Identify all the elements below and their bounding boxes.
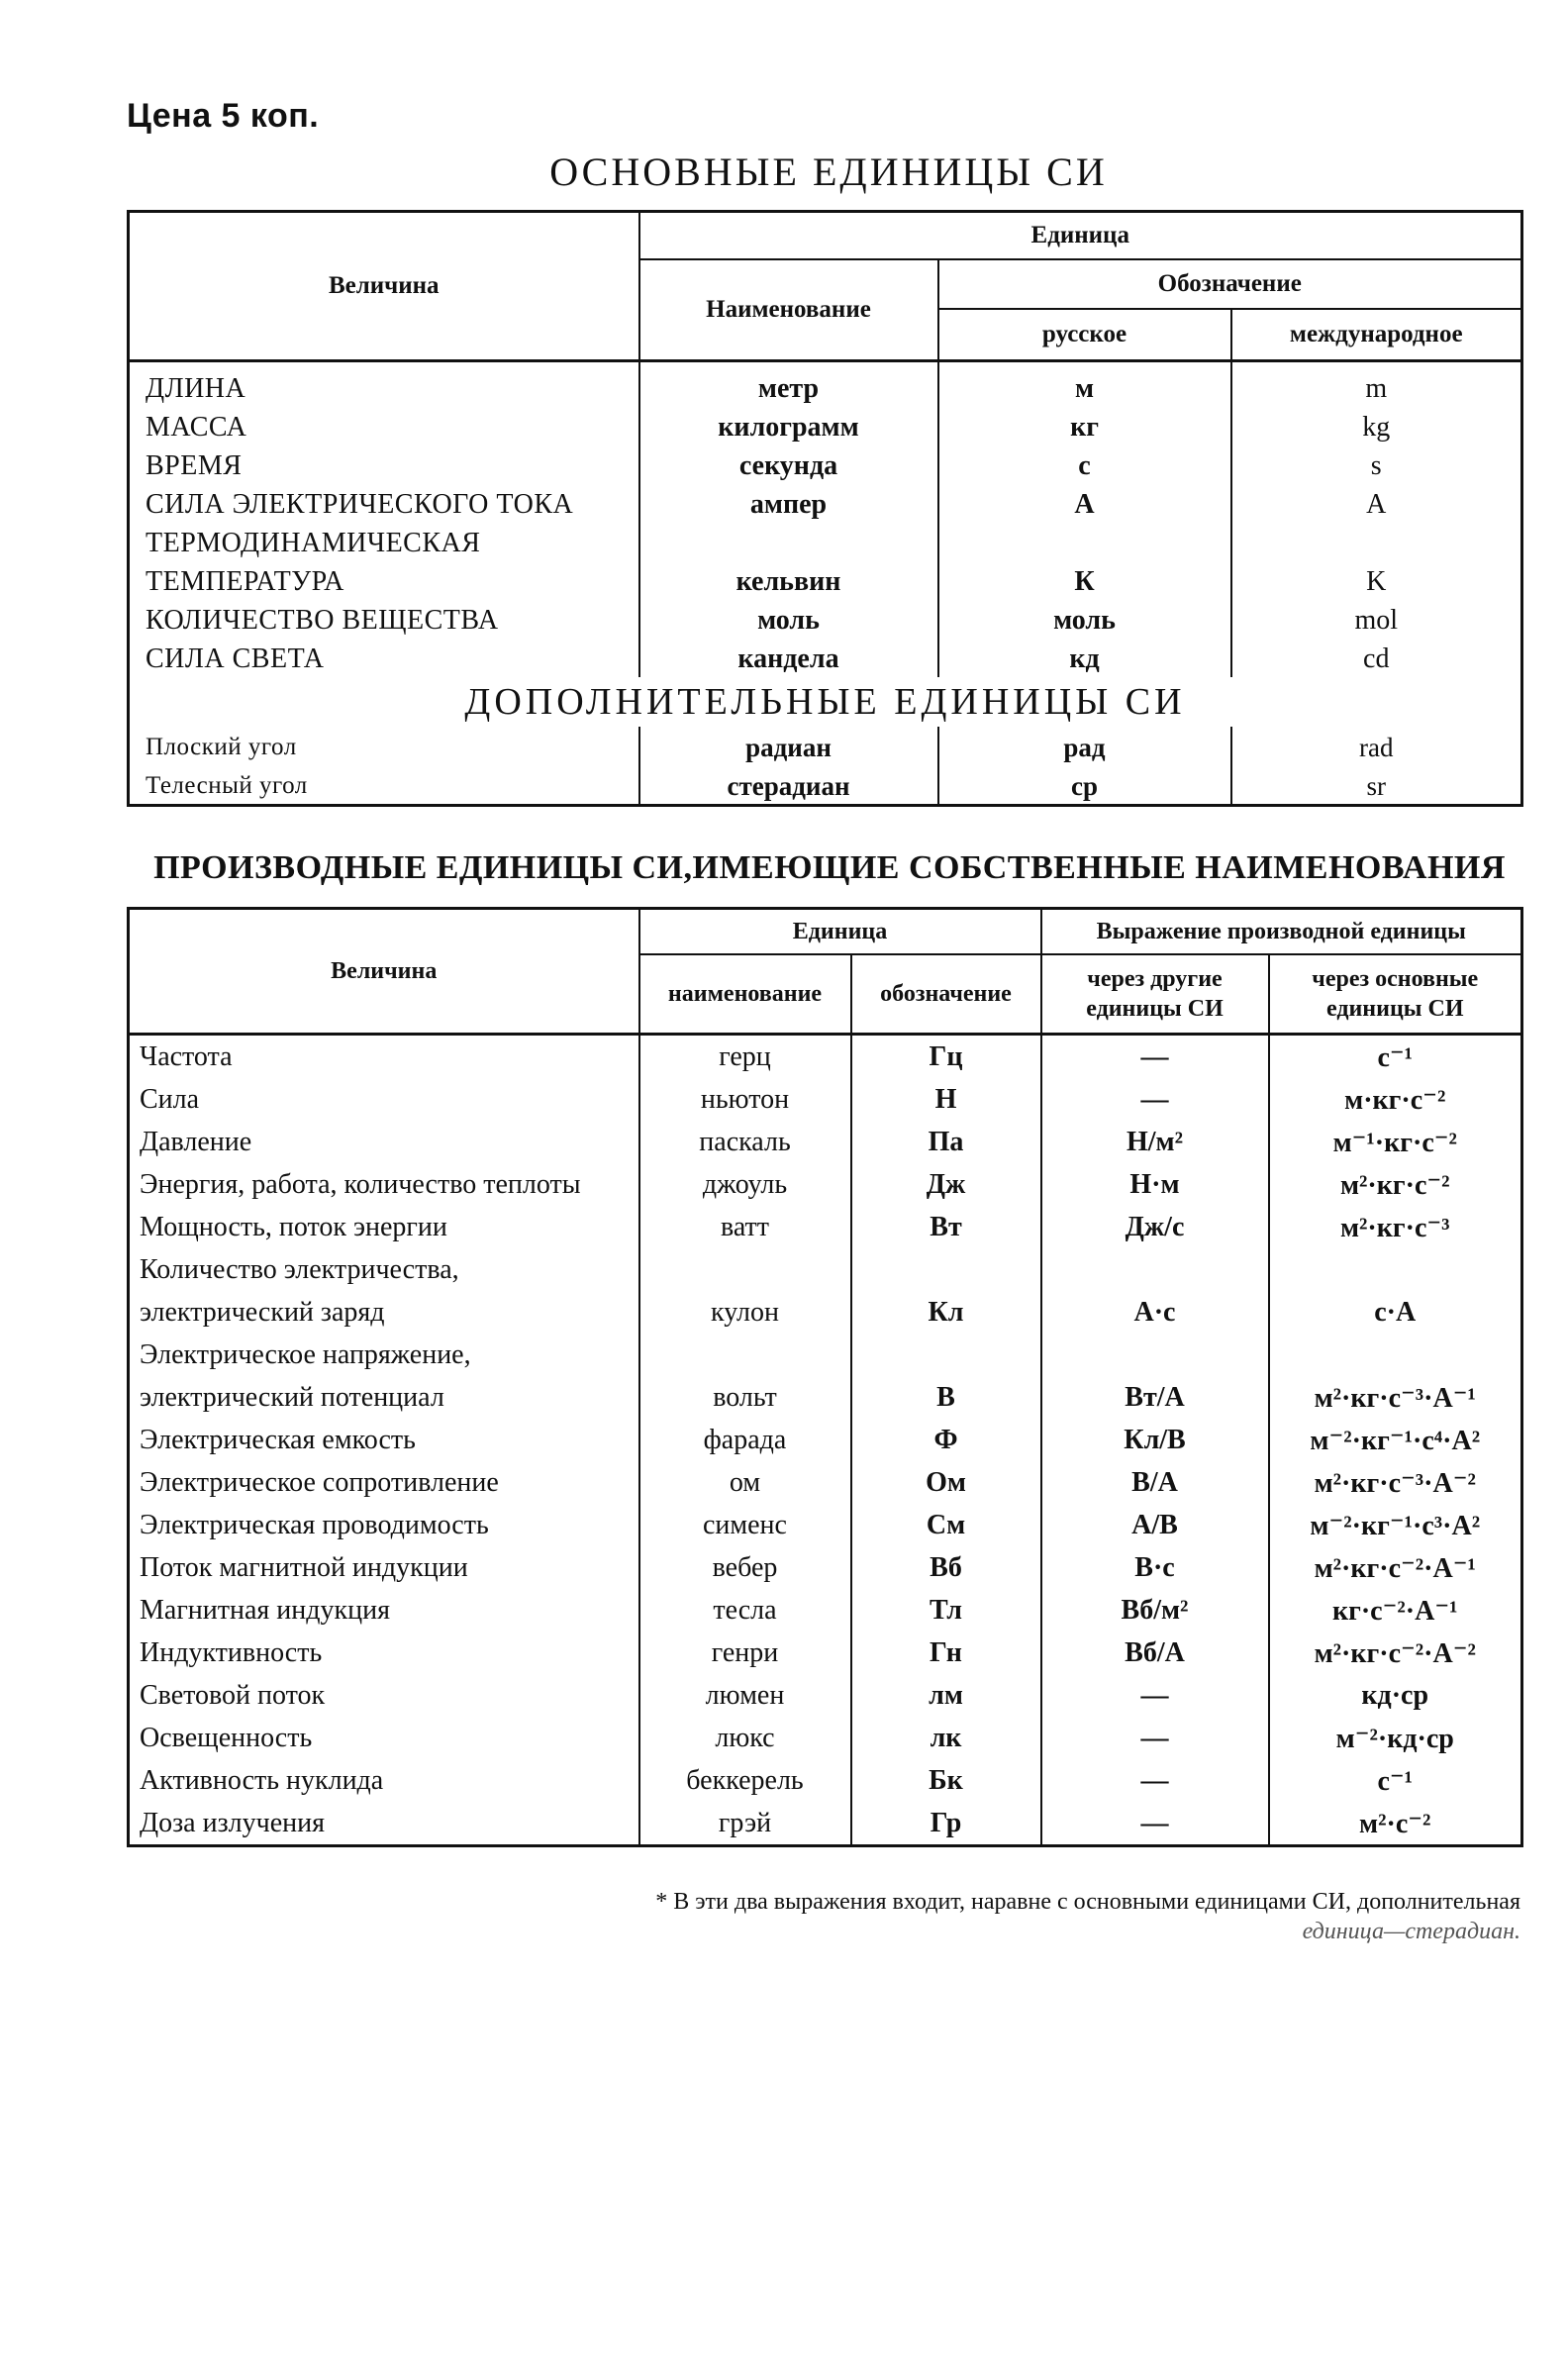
unit-name-cell: [639, 523, 938, 561]
unit-symbol-cell: Ф: [851, 1419, 1041, 1461]
unit-symbol-cell: См: [851, 1504, 1041, 1546]
table-row: [129, 765, 1522, 806]
via-other-cell: Н/м²: [1041, 1121, 1269, 1163]
via-other-cell: Вб/А: [1041, 1632, 1269, 1674]
header-quantity: Величина: [129, 909, 639, 1035]
via-base-cell: м²·с⁻²: [1359, 1808, 1431, 1839]
footnote: [317, 1887, 1520, 1946]
international-symbol-cell: rad: [1359, 732, 1394, 762]
unit-name-cell: тесла: [639, 1589, 851, 1632]
unit-name-cell: джоуль: [639, 1163, 851, 1206]
unit-symbol-cell: лк: [851, 1717, 1041, 1759]
unit-name-cell: [639, 1334, 851, 1376]
table-row: [129, 1121, 1522, 1163]
table-row: [129, 1078, 1522, 1121]
via-base-cell: м⁻²·кг⁻¹·с⁴·А²: [1310, 1425, 1481, 1456]
russian-symbol-cell: кг: [938, 407, 1231, 445]
base-units-table: [127, 210, 1523, 807]
header-via-other: через другие единицы СИ: [1041, 954, 1269, 1035]
via-base-cell: м²·кг·с⁻³·А⁻¹: [1314, 1382, 1476, 1414]
header-expression: Выражение производной единицы: [1041, 909, 1522, 955]
via-other-cell: Вт/А: [1041, 1376, 1269, 1419]
international-symbol-cell: mol: [1354, 604, 1399, 636]
via-other-cell: А·с: [1041, 1291, 1269, 1334]
quantity-cell: Световой поток: [129, 1674, 639, 1717]
base-units-title: ОСНОВНЫЕ ЕДИНИЦЫ СИ: [549, 149, 1108, 194]
derived-units-body: [129, 1035, 1522, 1846]
unit-name-cell: вольт: [639, 1376, 851, 1419]
header-unit: Единица: [639, 212, 1522, 260]
via-base-cell: кд·ср: [1361, 1679, 1429, 1711]
unit-name-cell: стерадиан: [639, 765, 938, 806]
table-row: [129, 1206, 1522, 1248]
table-row: [129, 727, 1522, 765]
via-base-cell: с·А: [1374, 1296, 1417, 1328]
footnote-line1: * В эти два выражения входит, наравне с основными единицами СИ, дополнительная: [655, 1889, 1520, 1915]
unit-symbol-cell: Вб: [851, 1546, 1041, 1589]
table-row: [129, 1248, 1522, 1291]
via-other-cell: В/А: [1041, 1461, 1269, 1504]
header-symbol: Обозначение: [938, 259, 1522, 309]
quantity-cell: ТЕМПЕРАТУРА: [129, 561, 639, 600]
quantity-cell: ВРЕМЯ: [129, 445, 639, 484]
table-row: [129, 1163, 1522, 1206]
quantity-cell: Магнитная индукция: [129, 1589, 639, 1632]
via-base-cell: кг·с⁻²·А⁻¹: [1331, 1595, 1458, 1627]
table-row: [129, 561, 1522, 600]
quantity-cell: СИЛА ЭЛЕКТРИЧЕСКОГО ТОКА: [129, 484, 639, 523]
table-row: [129, 1376, 1522, 1419]
unit-name-cell: кельвин: [639, 561, 938, 600]
table-row: [129, 639, 1522, 677]
via-base-cell: м²·кг·с⁻²: [1339, 1169, 1450, 1201]
unit-name-cell: вебер: [639, 1546, 851, 1589]
russian-symbol-cell: м: [938, 361, 1231, 407]
international-symbol-cell: s: [1370, 449, 1382, 481]
unit-name-cell: люмен: [639, 1674, 851, 1717]
via-other-cell: А/В: [1041, 1504, 1269, 1546]
quantity-cell: Электрическое напряжение,: [129, 1334, 639, 1376]
russian-symbol-cell: К: [938, 561, 1231, 600]
price-label: Цена 5 коп.: [127, 97, 320, 135]
header-unit: Единица: [639, 909, 1041, 955]
via-base-cell: м⁻²·кд·ср: [1335, 1723, 1454, 1754]
table-row: [129, 1674, 1522, 1717]
table-row: [129, 1035, 1522, 1079]
unit-name-cell: люкс: [639, 1717, 851, 1759]
quantity-cell: ТЕРМОДИНАМИЧЕСКАЯ: [129, 523, 639, 561]
unit-symbol-cell: В: [851, 1376, 1041, 1419]
header-international: международное: [1231, 309, 1522, 361]
unit-symbol-cell: Тл: [851, 1589, 1041, 1632]
via-other-cell: —: [1041, 1035, 1269, 1079]
unit-name-cell: сименс: [639, 1504, 851, 1546]
table-row: [129, 1291, 1522, 1334]
international-symbol-cell: m: [1365, 372, 1388, 404]
quantity-cell: Мощность, поток энергии: [129, 1206, 639, 1248]
unit-symbol-cell: лм: [851, 1674, 1041, 1717]
quantity-cell: Частота: [129, 1035, 639, 1079]
table-row: [129, 523, 1522, 561]
via-other-cell: —: [1041, 1759, 1269, 1802]
unit-name-cell: кандела: [639, 639, 938, 677]
unit-name-cell: метр: [639, 361, 938, 407]
quantity-cell: Электрическая емкость: [129, 1419, 639, 1461]
quantity-cell: Энергия, работа, количество теплоты: [129, 1163, 639, 1206]
unit-symbol-cell: Дж: [851, 1163, 1041, 1206]
quantity-cell: Освещенность: [129, 1717, 639, 1759]
unit-symbol-cell: Ом: [851, 1461, 1041, 1504]
via-other-cell: Н·м: [1041, 1163, 1269, 1206]
unit-name-cell: ватт: [639, 1206, 851, 1248]
table-row: [129, 600, 1522, 639]
russian-symbol-cell: рад: [938, 727, 1231, 765]
quantity-cell: ДЛИНА: [129, 361, 639, 407]
unit-name-cell: [639, 1248, 851, 1291]
quantity-cell: Индуктивность: [129, 1632, 639, 1674]
quantity-cell: электрический потенциал: [129, 1376, 639, 1419]
unit-name-cell: ньютон: [639, 1078, 851, 1121]
unit-symbol-cell: [851, 1248, 1041, 1291]
via-base-cell: м⁻¹·кг·с⁻²: [1332, 1127, 1457, 1158]
header-name: Наименование: [639, 259, 938, 361]
derived-units-title: ПРОИЗВОДНЫЕ ЕДИНИЦЫ СИ,ИМЕЮЩИЕ СОБСТВЕННЫЕ НАИМЕНОВАНИЯ: [153, 849, 1506, 886]
unit-name-cell: фарада: [639, 1419, 851, 1461]
unit-symbol-cell: Кл: [851, 1291, 1041, 1334]
international-symbol-cell: [1231, 523, 1522, 561]
via-base-cell: с⁻¹: [1377, 1765, 1414, 1797]
table-row: [129, 1334, 1522, 1376]
quantity-cell: Поток магнитной индукции: [129, 1546, 639, 1589]
unit-name-cell: секунда: [639, 445, 938, 484]
unit-name-cell: беккерель: [639, 1759, 851, 1802]
table-row: [129, 361, 1522, 407]
quantity-cell: Телесный угол: [129, 765, 639, 806]
unit-name-cell: моль: [639, 600, 938, 639]
header-name: наименование: [639, 954, 851, 1035]
unit-symbol-cell: Бк: [851, 1759, 1041, 1802]
unit-symbol-cell: Вт: [851, 1206, 1041, 1248]
quantity-cell: Сила: [129, 1078, 639, 1121]
table-row: [129, 1589, 1522, 1632]
unit-symbol-cell: Па: [851, 1121, 1041, 1163]
via-base-cell: [1269, 1334, 1522, 1376]
header-russian: русское: [938, 309, 1231, 361]
quantity-cell: Электрическое сопротивление: [129, 1461, 639, 1504]
russian-symbol-cell: моль: [938, 600, 1231, 639]
quantity-cell: Электрическая проводимость: [129, 1504, 639, 1546]
via-base-cell: с⁻¹: [1377, 1041, 1414, 1073]
derived-units-table: [127, 907, 1523, 1847]
unit-name-cell: радиан: [639, 727, 938, 765]
via-base-cell: м·кг·с⁻²: [1344, 1084, 1446, 1116]
unit-symbol-cell: Гн: [851, 1632, 1041, 1674]
via-base-cell: м²·кг·с⁻²·А⁻¹: [1314, 1552, 1476, 1584]
russian-symbol-cell: кд: [938, 639, 1231, 677]
via-other-cell: Вб/м²: [1041, 1589, 1269, 1632]
supplementary-title: ДОПОЛНИТЕЛЬНЫЕ ЕДИНИЦЫ СИ: [464, 680, 1186, 723]
table-row: [129, 445, 1522, 484]
unit-name-cell: генри: [639, 1632, 851, 1674]
unit-name-cell: грэй: [639, 1802, 851, 1846]
table-row: [129, 1802, 1522, 1846]
quantity-cell: Активность нуклида: [129, 1759, 639, 1802]
unit-symbol-cell: Гр: [851, 1802, 1041, 1846]
quantity-cell: Давление: [129, 1121, 639, 1163]
table-row: [129, 407, 1522, 445]
quantity-cell: МАССА: [129, 407, 639, 445]
quantity-cell: электрический заряд: [129, 1291, 639, 1334]
international-symbol-cell: K: [1366, 565, 1387, 597]
via-other-cell: [1041, 1248, 1269, 1291]
footnote-line2: единица—стерадиан.: [1302, 1919, 1520, 1944]
table-row: [129, 1504, 1522, 1546]
table-row: [129, 1632, 1522, 1674]
russian-symbol-cell: ср: [938, 765, 1231, 806]
via-base-cell: м²·кг·с⁻²·А⁻²: [1314, 1637, 1476, 1669]
russian-symbol-cell: [938, 523, 1231, 561]
table-row: [129, 1717, 1522, 1759]
via-base-cell: м⁻²·кг⁻¹·с³·А²: [1310, 1510, 1481, 1541]
header-symbol: обозначение: [851, 954, 1041, 1035]
supplementary-body: [129, 727, 1522, 806]
international-symbol-cell: sr: [1366, 770, 1386, 801]
base-units-body: [129, 361, 1522, 677]
via-other-cell: —: [1041, 1717, 1269, 1759]
unit-name-cell: ампер: [639, 484, 938, 523]
table-row: [129, 1461, 1522, 1504]
international-symbol-cell: kg: [1362, 411, 1391, 443]
quantity-cell: КОЛИЧЕСТВО ВЕЩЕСТВА: [129, 600, 639, 639]
russian-symbol-cell: А: [938, 484, 1231, 523]
via-other-cell: —: [1041, 1802, 1269, 1846]
header-via-base: через основные единицы СИ: [1269, 954, 1522, 1035]
russian-symbol-cell: с: [938, 445, 1231, 484]
via-other-cell: —: [1041, 1674, 1269, 1717]
unit-name-cell: паскаль: [639, 1121, 851, 1163]
unit-name-cell: ом: [639, 1461, 851, 1504]
quantity-cell: Плоский угол: [129, 727, 639, 765]
via-other-cell: [1041, 1334, 1269, 1376]
via-other-cell: —: [1041, 1078, 1269, 1121]
via-other-cell: В·с: [1041, 1546, 1269, 1589]
via-base-cell: [1269, 1248, 1522, 1291]
header-quantity: Величина: [129, 212, 639, 361]
unit-name-cell: килограмм: [639, 407, 938, 445]
unit-symbol-cell: [851, 1334, 1041, 1376]
unit-name-cell: кулон: [639, 1291, 851, 1334]
unit-symbol-cell: Гц: [851, 1035, 1041, 1079]
international-symbol-cell: cd: [1363, 643, 1390, 674]
via-base-cell: м²·кг·с⁻³·А⁻²: [1314, 1467, 1476, 1499]
via-base-cell: м²·кг·с⁻³: [1339, 1212, 1450, 1243]
via-other-cell: Дж/с: [1041, 1206, 1269, 1248]
unit-name-cell: герц: [639, 1035, 851, 1079]
table-row: [129, 1546, 1522, 1589]
table-row: [129, 1759, 1522, 1802]
via-other-cell: Кл/В: [1041, 1419, 1269, 1461]
quantity-cell: Количество электричества,: [129, 1248, 639, 1291]
international-symbol-cell: A: [1366, 488, 1387, 520]
quantity-cell: Доза излучения: [129, 1802, 639, 1846]
quantity-cell: СИЛА СВЕТА: [129, 639, 639, 677]
table-row: [129, 484, 1522, 523]
table-row: [129, 1419, 1522, 1461]
unit-symbol-cell: Н: [851, 1078, 1041, 1121]
